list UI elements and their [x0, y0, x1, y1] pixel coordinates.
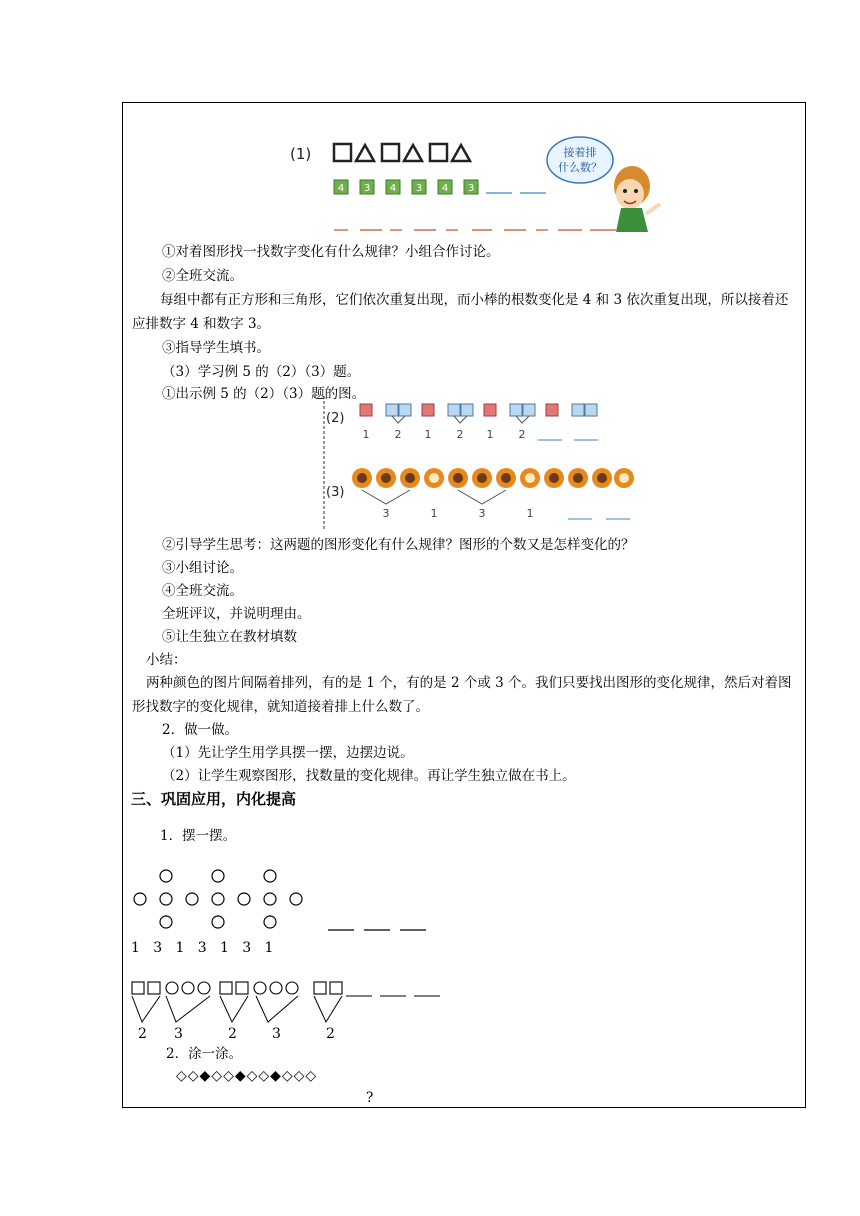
- svg-text:1: 1: [526, 507, 534, 520]
- example-figure-1: [286, 134, 668, 236]
- text-line: ③指导学生填书。: [162, 340, 270, 356]
- group-number: 3: [272, 1026, 281, 1042]
- stick-boxes: [334, 180, 478, 194]
- square-shape: [382, 144, 399, 161]
- girl-cartoon-icon: [614, 166, 660, 232]
- text-line: ①对着图形找一找数字变化有什么规律？小组合作讨论。: [162, 244, 500, 260]
- triangle-shape: [452, 145, 470, 161]
- paragraph: 每组中都有正方形和三角形，它们依次重复出现，而小棒的根数变化是 4 和 3 依次重复出现，所以接着还应排数字 4 和数字 3。: [132, 292, 789, 332]
- text-line: ②全班交流。: [162, 268, 243, 284]
- question-mark: ?: [366, 1090, 374, 1106]
- square-shape: [334, 144, 351, 161]
- group-number: 3: [174, 1026, 183, 1042]
- text-line: ③小组讨论。: [162, 560, 243, 576]
- text-line: ①出示例 5 的（2）（3）题的图。: [162, 386, 366, 402]
- svg-text:1: 1: [424, 428, 432, 441]
- text-line: （3）学习例 5 的（2）（3）题。: [162, 364, 361, 380]
- triangle-shape: [404, 145, 422, 161]
- example-figure-2: [322, 396, 638, 530]
- svg-text:1: 1: [362, 428, 370, 441]
- diamond-sequence: ◇◇◆◇◇◆◇◇◆◇◇◇: [176, 1068, 318, 1084]
- circle-numbers: 1 3 1 3 1 3 1: [131, 940, 274, 956]
- exercise-title: 2．涂一涂。: [166, 1046, 243, 1062]
- square-shape: [430, 144, 447, 161]
- circle-arrangement: [128, 864, 432, 936]
- svg-text:1: 1: [430, 507, 438, 520]
- stick-number: 4: [337, 183, 345, 194]
- stick-number: 4: [441, 183, 449, 194]
- svg-text:2: 2: [518, 428, 526, 441]
- bubble-text: 什么数？: [558, 161, 602, 174]
- text-line: 2．做一做。: [162, 722, 239, 738]
- section-heading: 三、巩固应用，内化提高: [131, 790, 297, 808]
- text-line: ④全班交流。: [162, 583, 243, 599]
- group-number: 2: [228, 1026, 237, 1042]
- triangle-shape: [356, 145, 374, 161]
- figure1-label: (1): [290, 145, 312, 163]
- text-line: （2）让学生观察图形，找数量的变化规律。再让学生独立做在书上。: [162, 768, 576, 784]
- svg-text:2: 2: [456, 428, 464, 441]
- stick-number: 4: [389, 183, 397, 194]
- paragraph: 两种颜色的图片间隔着排列，有的是 1 个，有的是 2 个或 3 个。我们只要找出图形的变化规律，然后对着图形找数字的变化规律，就知道接着排上什么数了。: [132, 675, 792, 715]
- square-circle-groups: [128, 980, 448, 1024]
- text-line: 全班评议，并说明理由。: [162, 606, 311, 622]
- stick-number: 3: [467, 183, 475, 194]
- text-line: 小结：: [146, 652, 187, 668]
- speech-bubble: [547, 137, 613, 183]
- bubble-text: 接着排: [563, 146, 597, 159]
- group-number: 2: [326, 1026, 335, 1042]
- svg-text:2: 2: [394, 428, 402, 441]
- exercise-title: 1．摆一摆。: [160, 828, 237, 844]
- group-number: 2: [138, 1026, 147, 1042]
- text-line: ⑤让生独立在教材填数: [162, 629, 297, 645]
- flower-row: [352, 468, 634, 488]
- svg-text:3: 3: [382, 507, 390, 520]
- stick-number: 3: [363, 183, 371, 194]
- text-line: （1）先让学生用学具摆一摆，边摆边说。: [162, 745, 414, 761]
- svg-text:3: 3: [478, 507, 486, 520]
- figure2-label-2: (2): [326, 411, 345, 426]
- text-line: ②引导学生思考：这两题的图形变化有什么规律？图形的个数又是怎样变化的？: [162, 537, 635, 553]
- svg-text:1: 1: [486, 428, 494, 441]
- figure2-label-3: (3): [326, 485, 345, 500]
- stick-number: 3: [415, 183, 423, 194]
